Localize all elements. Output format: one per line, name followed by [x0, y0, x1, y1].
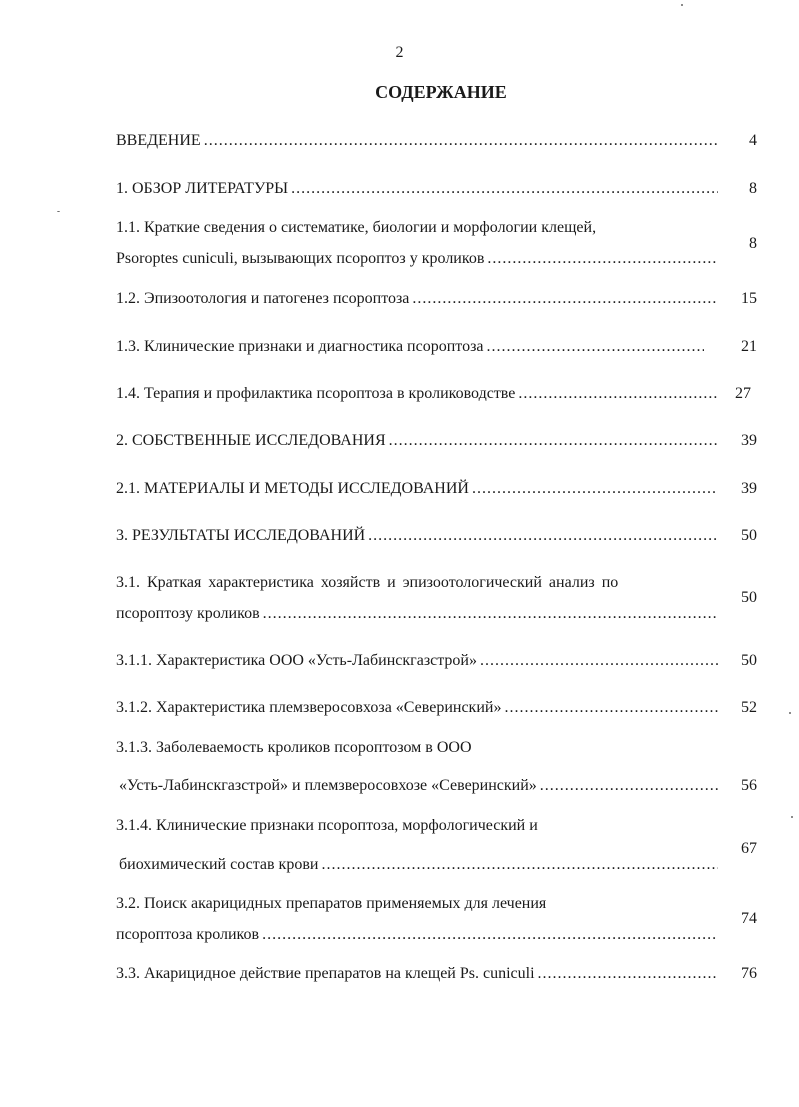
toc-page-number: 21 [741, 338, 757, 355]
toc-page-number: 8 [749, 235, 757, 252]
toc-entry-text: 1. ОБЗОР ЛИТЕРАТУРЫ [116, 180, 289, 197]
toc-entry-1-1-line1: 1.1. Краткие сведения о систематике, биологии и морфологии клещей, [116, 219, 597, 236]
toc-page-number: 74 [741, 910, 757, 927]
toc-leader [368, 526, 718, 546]
scan-speck [789, 712, 791, 714]
toc-entry-literature-review [116, 179, 718, 199]
toc-entry-1-1-line2 [116, 249, 718, 269]
toc-leader [540, 776, 718, 796]
toc-entry-3-2-line2 [116, 925, 718, 945]
toc-entry-text: 3.3. Акарицидное действие препаратов на клещей Ps. cuniculi [116, 965, 535, 982]
toc-entry-results [116, 526, 718, 546]
toc-entry-text: 1.2. Эпизоотология и патогенез псороптоза [116, 290, 410, 307]
toc-leader [480, 651, 718, 671]
toc-page-number: 50 [741, 589, 757, 606]
toc-entry-text: 1.4. Терапия и профилактика псороптоза в кролиководстве [116, 385, 516, 402]
toc-page-number: 52 [741, 699, 757, 716]
toc-page-number: 67 [741, 840, 757, 857]
toc-entry-text: биохимический состав крови [119, 856, 319, 873]
toc-entry-text: 3.1.1. Характеристика ООО «Усть-Лабинскгазстрой» [116, 652, 477, 669]
toc-entry-3-2-line1: 3.2. Поиск акарицидных препаратов применяемых для лечения [116, 895, 547, 912]
toc-entry-1-4 [116, 384, 718, 404]
toc-entry-text: 1.3. Клинические признаки и диагностика псороптоза [116, 338, 484, 355]
toc-leader [263, 604, 718, 624]
toc-entry-3-1-2 [116, 698, 718, 718]
toc-page-number: 15 [741, 290, 757, 307]
toc-entry-text: псороптоза кроликов [116, 926, 260, 943]
toc-entry-text: 2.1. МАТЕРИАЛЫ И МЕТОДЫ ИССЛЕДОВАНИЙ [116, 480, 469, 497]
toc-entry-3-3 [116, 964, 718, 984]
scan-speck [791, 816, 793, 818]
toc-entry-introduction [116, 131, 718, 151]
toc-entry-text: псороптозу кроликов [116, 605, 260, 622]
toc-entry-1-2 [116, 289, 718, 309]
toc-entry-3-1-4-line1: 3.1.4. Клинические признаки псороптоза, морфологический и [116, 817, 538, 834]
toc-page-number: 27 [735, 385, 751, 402]
toc-leader [538, 964, 718, 984]
toc-entry-2-1 [116, 479, 718, 499]
toc-entry-text: 2. СОБСТВЕННЫЕ ИССЛЕДОВАНИЯ [116, 432, 386, 449]
toc-page-number: 56 [741, 777, 757, 794]
toc-page-number: 8 [749, 180, 757, 197]
toc-page-number: 50 [741, 652, 757, 669]
page-number: 2 [395, 44, 404, 61]
toc-leader [412, 289, 718, 309]
toc-page-number: 76 [741, 965, 757, 982]
toc-entry-3-1-line2 [116, 604, 718, 624]
toc-entry-text: 3. РЕЗУЛЬТАТЫ ИССЛЕДОВАНИЙ [116, 527, 366, 544]
toc-leader [472, 479, 718, 499]
toc-entry-text: ВВЕДЕНИЕ [116, 132, 201, 149]
toc-leader [518, 384, 718, 404]
scan-speck [57, 211, 60, 212]
toc-entry-text: 3.1.2. Характеристика племзверосовхоза «Северинский» [116, 699, 502, 716]
toc-entry-own-research [116, 431, 718, 451]
scan-speck [681, 4, 683, 6]
toc-leader [204, 131, 718, 151]
toc-entry-3-1-3-line1: 3.1.3. Заболеваемость кроликов псороптозом в ООО [116, 739, 472, 756]
toc-leader [504, 698, 718, 718]
toc-entry-3-1-3-line2 [119, 776, 718, 796]
toc-leader [487, 249, 718, 269]
toc-entry-3-1-1 [116, 651, 718, 671]
toc-leader [262, 925, 718, 945]
toc-leader [291, 179, 718, 199]
toc-page-number: 39 [741, 480, 757, 497]
toc-entry-1-3 [116, 337, 704, 357]
toc-entry-text: Psoroptes cuniculi, вызывающих псороптоз у кроликов [116, 250, 485, 267]
toc-entry-3-1-line1: 3.1. Краткая характеристика хозяйств и эпизоотологический анализ по [116, 574, 619, 591]
toc-page-number: 39 [741, 432, 757, 449]
toc-leader [321, 855, 718, 875]
toc-entry-3-1-4-line2 [119, 855, 718, 875]
toc-title: СОДЕРЖАНИЕ [375, 82, 507, 102]
toc-page-number: 4 [749, 132, 757, 149]
toc-leader [486, 337, 704, 357]
toc-leader [389, 431, 718, 451]
toc-entry-text: «Усть-Лабинскгазстрой» и племзверосовхозе «Северинский» [119, 777, 537, 794]
toc-page-number: 50 [741, 527, 757, 544]
